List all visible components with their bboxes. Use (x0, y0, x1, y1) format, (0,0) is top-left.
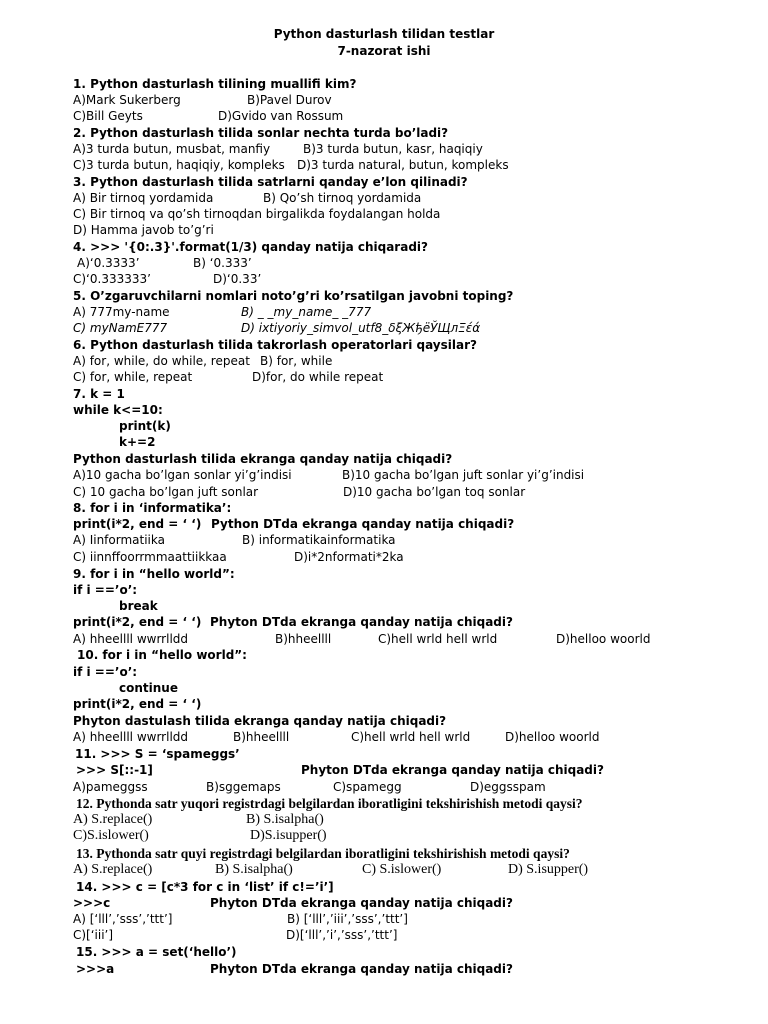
question-12-options-cd (73, 828, 748, 844)
question-4 (73, 239, 748, 255)
question-5-options-ab (73, 304, 748, 320)
question-8-code-line-2 (73, 516, 748, 532)
option-c: C) S.islower() (362, 862, 442, 877)
question-12 (73, 796, 748, 812)
question-11-code-line-2 (73, 762, 748, 778)
option-d: D)[‘lll’,’i’,’sss’,’ttt’] (286, 928, 398, 942)
question-8-options-cd (73, 549, 748, 565)
option-a: A) hheellll wwrrlldd (73, 730, 189, 744)
code-text: >>> S[::-1] (76, 763, 153, 777)
question-text: 4. >>> '{0:.3}'.format(1/3) qanday natija chiqaradi? (73, 240, 428, 254)
option-d: D) Hamma javob to’g’ri (73, 223, 214, 237)
question-2-options-cd (73, 157, 748, 173)
question-2-options-ab (73, 141, 748, 157)
option-c: C)hell wrld hell wrld (351, 730, 471, 744)
question-3 (73, 174, 748, 190)
option-d: D)eggsspam (470, 780, 546, 794)
question-14-code-line-1 (73, 879, 748, 895)
option-d: D) S.isupper() (508, 862, 589, 877)
option-c: C) myNamE777 (73, 321, 168, 335)
question-5 (73, 288, 748, 304)
question-7-code-line-4 (73, 434, 748, 450)
question-text: 13. Pythonda satr quyi registrdagi belgilardan iboratligini tekshirishish metodi qaysi? (76, 846, 570, 861)
option-d: D)helloo woorld (556, 632, 651, 646)
option-a: A) Iinformatiika (73, 533, 165, 547)
option-c: C)hell wrld hell wrld (378, 632, 498, 646)
question-6-options-cd (73, 369, 748, 385)
question-4-options-cd (73, 271, 748, 287)
option-b: B)hheellll (233, 730, 290, 744)
question-text: 3. Python dasturlash tilida satrlarni qanday e’lon qilinadi? (73, 175, 468, 189)
option-d: D)for, do while repeat (252, 370, 384, 384)
option-c: C)S.islower() (73, 828, 149, 843)
question-10-options (73, 729, 748, 745)
option-a: A) S.replace() (73, 812, 153, 827)
code-text: 11. >>> S = ‘spameggs’ (75, 747, 240, 761)
question-4-options-ab (73, 255, 748, 271)
code-text: 10. for i in “hello world”: (77, 648, 247, 662)
question-9-code-line-3 (73, 598, 748, 614)
question-10-code-line-2 (73, 664, 748, 680)
question-7-options-ab (73, 467, 748, 483)
code-text: >>>c (73, 896, 111, 910)
code-text: print(k) (119, 419, 171, 433)
code-text: 14. >>> c = [c*3 for c in ‘list’ if c!=’i’] (76, 880, 334, 894)
question-3-option-c (73, 206, 748, 222)
question-text: 1. Python dasturlash tilining muallifi kim? (73, 77, 357, 91)
option-d: D)10 gacha bo’lgan toq sonlar (343, 485, 526, 499)
option-d: D)‘0.33’ (213, 272, 262, 286)
option-c: C) Bir tirnoq va qo’sh tirnoqdan birgalikda foydalangan holda (73, 207, 441, 221)
option-c: C)Bill Geyts (73, 109, 143, 123)
question-10-code-line-4 (73, 696, 748, 712)
option-b: B) _ _my_name_ _777 (241, 305, 372, 319)
question-3-options-ab (73, 190, 748, 206)
code-text: print(i*2, end = ‘ ‘) (73, 517, 202, 531)
question-5-options-cd (73, 320, 748, 336)
question-text: 2. Python dasturlash tilida sonlar nechta turda bo’ladi? (73, 126, 449, 140)
option-a: A) [‘lll’,’sss’,’ttt’] (73, 912, 173, 926)
option-c: C)3 turda butun, haqiqiy, kompleks (73, 158, 285, 172)
question-7-code-line-1 (73, 386, 748, 402)
question-12-options-ab (73, 812, 748, 828)
option-b: B) for, while (260, 354, 333, 368)
code-text: k+=2 (119, 435, 156, 449)
question-text: 6. Python dasturlash tilida takrorlash operatorlari qaysilar? (73, 338, 477, 352)
question-6 (73, 337, 748, 353)
title-text: Python dasturlash tilidan testlar (273, 27, 495, 41)
question-13-options (73, 862, 748, 878)
question-11-code-line-1 (73, 746, 748, 762)
question-6-options-ab (73, 353, 748, 369)
question-14-options-cd (73, 927, 748, 943)
question-14-code-line-2 (73, 895, 748, 911)
question-10 (73, 713, 748, 729)
question-1 (73, 76, 748, 92)
question-15-code-line-1 (73, 944, 748, 960)
question-7-code-line-2 (73, 402, 748, 418)
option-d: D)helloo woorld (505, 730, 600, 744)
question-text: Phyton DTda ekranga qanday natija chiqadi? (301, 763, 604, 777)
option-a: A) Bir tirnoq yordamida (73, 191, 214, 205)
page-title (0, 26, 768, 42)
question-15-code-line-2 (73, 961, 748, 977)
question-text: Phyton DTda ekranga qanday natija chiqadi? (210, 896, 513, 910)
code-text: print(i*2, end = ‘ ‘) (73, 697, 202, 711)
question-7 (73, 451, 748, 467)
option-c: C)‘0.333333’ (73, 272, 151, 286)
question-8-options-ab (73, 532, 748, 548)
option-b: B) S.isalpha() (215, 862, 293, 877)
option-b: B) informatikainformatika (242, 533, 396, 547)
code-text: if i ==’o’: (73, 665, 138, 679)
question-14-options-ab (73, 911, 748, 927)
question-7-options-cd (73, 484, 748, 500)
question-1-options-ab (73, 92, 748, 108)
option-a: A) 777my-name (73, 305, 170, 319)
option-a: A) for, while, do while, repeat (73, 354, 250, 368)
question-7-code-line-3 (73, 418, 748, 434)
option-b: B) ‘0.333’ (193, 256, 252, 270)
question-13 (73, 846, 748, 862)
option-b: B)10 gacha bo’lgan juft sonlar yi’g’indisi (342, 468, 585, 482)
option-b: B) S.isalpha() (246, 812, 324, 827)
question-9-code-line-1 (73, 566, 748, 582)
option-c: C) iinnffoorrmmaattiikkaa (73, 550, 227, 564)
code-text: print(i*2, end = ‘ ‘) (73, 615, 202, 629)
question-text: Phyton DTda ekranga qanday natija chiqadi? (210, 962, 513, 976)
question-9-code-line-2 (73, 582, 748, 598)
option-a: A) S.replace() (73, 862, 153, 877)
option-d: D)i*2nformati*2ka (294, 550, 404, 564)
question-3-option-d (73, 222, 748, 238)
option-d: D)Gvido van Rossum (218, 109, 344, 123)
option-a: A) hheellll wwrrlldd (73, 632, 189, 646)
code-text: >>>a (76, 962, 115, 976)
code-text: 9. for i in “hello world”: (73, 567, 235, 581)
code-text: if i ==’o’: (73, 583, 138, 597)
option-a: A)‘0.3333’ (77, 256, 140, 270)
code-text: 15. >>> a = set(‘hello’) (76, 945, 237, 959)
option-c: C)spamegg (333, 780, 402, 794)
option-c: C) for, while, repeat (73, 370, 193, 384)
question-9-options (73, 631, 748, 647)
question-text: 5. O’zgaruvchilarni nomlari noto’g’ri ko’rsatilgan javobni toping? (73, 289, 514, 303)
option-a: A)Mark Sukerberg (73, 93, 181, 107)
code-text: continue (119, 681, 178, 695)
question-text: Phyton dastulash tilida ekranga qanday natija chiqadi? (73, 714, 447, 728)
option-c: C) 10 gacha bo’lgan juft sonlar (73, 485, 259, 499)
question-text: Python dasturlash tilida ekranga qanday natija chiqadi? (73, 452, 453, 466)
question-10-code-line-3 (73, 680, 748, 696)
question-11-options (73, 779, 748, 795)
option-d: D)S.isupper() (250, 828, 327, 843)
question-9-code-line-4 (73, 614, 748, 630)
option-b: B) [‘lll’,’iii’,’sss’,’ttt’] (287, 912, 408, 926)
question-2 (73, 125, 748, 141)
question-text: 12. Pythonda satr yuqori registrdagi belgilardan iboratligini tekshirishish metodi qaysi? (76, 796, 583, 811)
code-text: 8. for i in ‘informatika’: (73, 501, 232, 515)
option-a: A)3 turda butun, musbat, manfiy (73, 142, 271, 156)
option-d: D) ixtiyoriy_simvol_utf8_δξЖђёЎЩлΞέά (241, 321, 481, 335)
option-b: B) Qo’sh tirnoq yordamida (263, 191, 422, 205)
question-text: Python DTda ekranga qanday natija chiqadi? (211, 517, 515, 531)
code-text: while k<=10: (73, 403, 163, 417)
page-subtitle (0, 43, 768, 59)
option-a: A)10 gacha bo’lgan sonlar yi’g’indisi (73, 468, 292, 482)
code-text: 7. k = 1 (73, 387, 125, 401)
option-a: A)pameggss (73, 780, 148, 794)
option-c: C)[‘iii’] (73, 928, 114, 942)
question-10-code-line-1 (73, 647, 748, 663)
option-b: B)hheellll (275, 632, 332, 646)
option-b: B)Pavel Durov (247, 93, 332, 107)
question-8-code-line-1 (73, 500, 748, 516)
option-b: B)sggemaps (206, 780, 281, 794)
subtitle-text: 7-nazorat ishi (337, 44, 431, 58)
question-text: Phyton DTda ekranga qanday natija chiqadi? (210, 615, 513, 629)
option-d: D)3 turda natural, butun, kompleks (297, 158, 509, 172)
code-text: break (119, 599, 158, 613)
question-1-options-cd (73, 108, 748, 124)
option-b: B)3 turda butun, kasr, haqiqiy (303, 142, 483, 156)
